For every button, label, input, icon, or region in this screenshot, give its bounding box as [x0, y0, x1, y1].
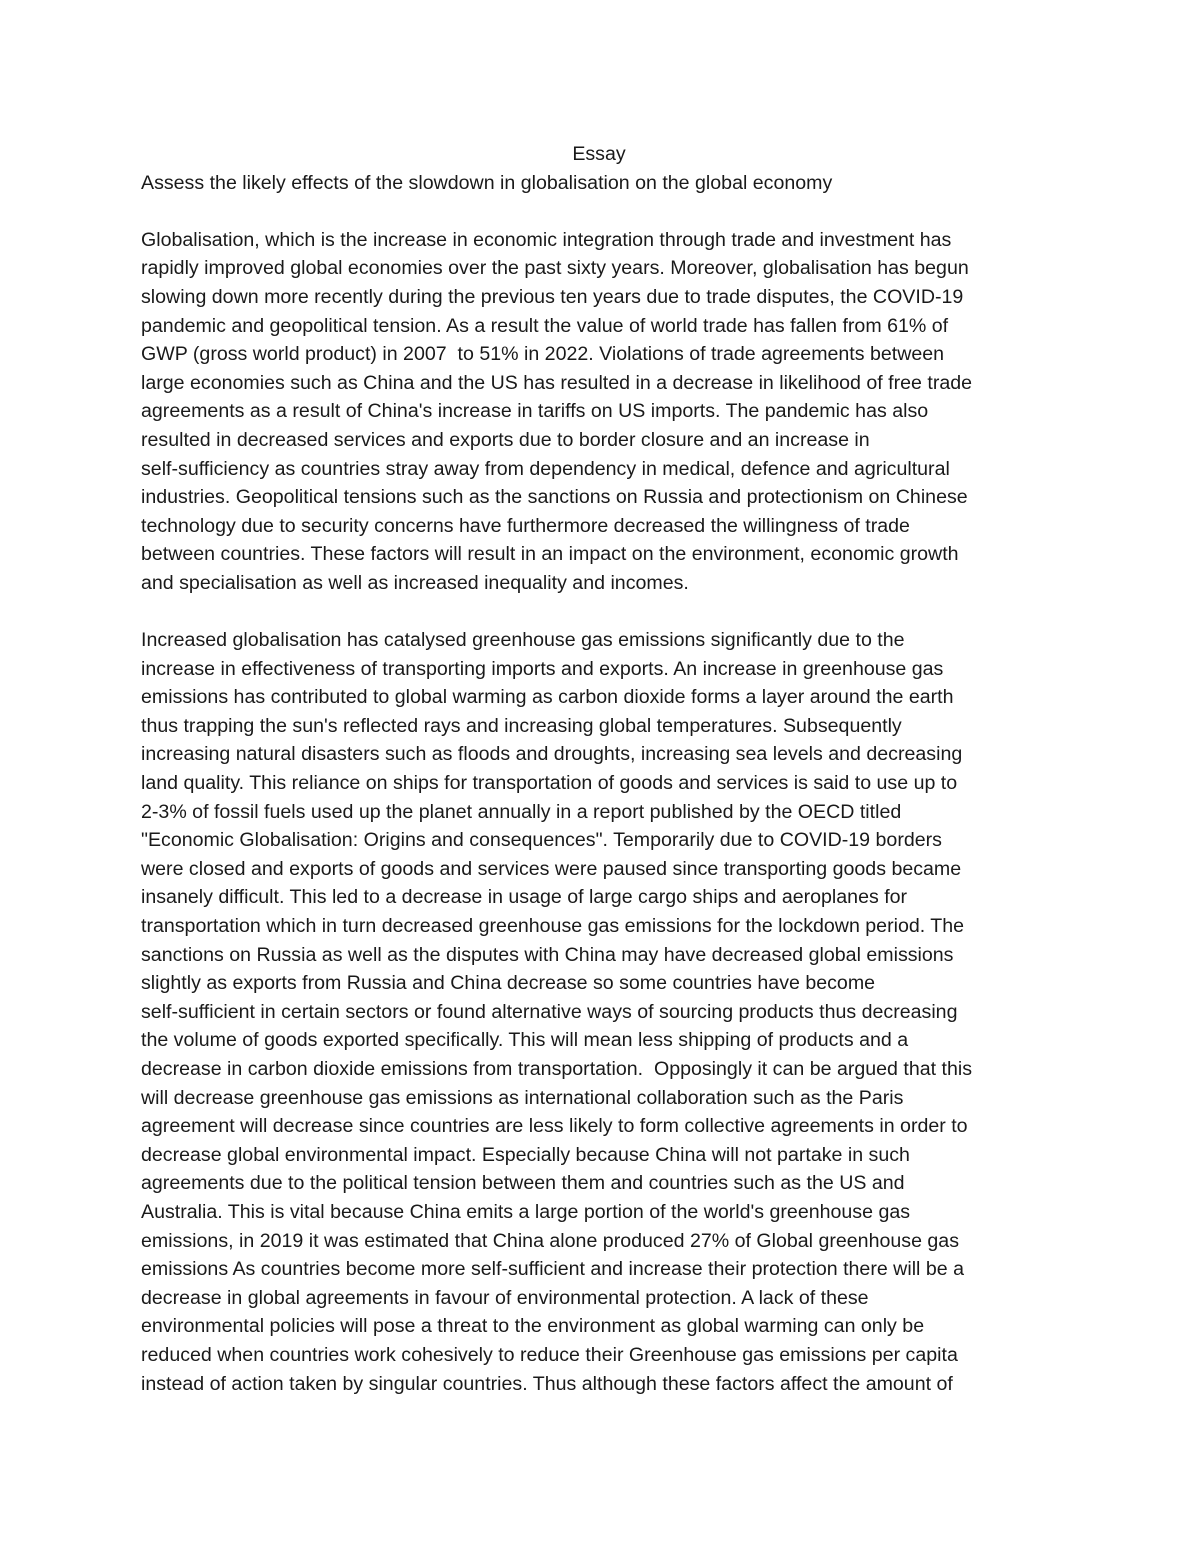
- text-line: between countries. These factors will result in an impact on the environment, economic growth: [141, 543, 959, 566]
- text-line: pandemic and geopolitical tension. As a result the value of world trade has fallen from 61% of: [141, 314, 949, 337]
- text-line: sanctions on Russia as well as the disputes with China may have decreased global emissions: [141, 943, 954, 966]
- text-line: Increased globalisation has catalysed greenhouse gas emissions significantly due to the: [141, 629, 905, 652]
- text-line: reduced when countries work cohesively to reduce their Greenhouse gas emissions per capita: [141, 1343, 958, 1366]
- text-line: emissions has contributed to global warming as carbon dioxide forms a layer around the earth: [141, 686, 954, 709]
- text-line: Australia. This is vital because China emits a large portion of the world's greenhouse gas: [141, 1200, 911, 1223]
- text-line: agreement will decrease since countries are less likely to form collective agreements in order to: [141, 1115, 968, 1138]
- paragraph-environment: [141, 626, 1061, 1398]
- blank-line: [141, 598, 1061, 627]
- text-line: slightly as exports from Russia and China decrease so some countries have become: [141, 972, 876, 995]
- text-line: will decrease greenhouse gas emissions as international collaboration such as the Paris: [141, 1086, 904, 1109]
- text-line: and specialisation as well as increased inequality and incomes.: [141, 571, 689, 594]
- text-line: Globalisation, which is the increase in economic integration through trade and investment has: [141, 228, 952, 251]
- text-line: thus trapping the sun's reflected rays and increasing global temperatures. Subsequently: [141, 714, 902, 737]
- text-line: decrease in global agreements in favour of environmental protection. A lack of these: [141, 1286, 869, 1309]
- essay-title: Essay: [572, 143, 626, 165]
- text-line: slowing down more recently during the previous ten years due to trade disputes, the COVID-19: [141, 285, 964, 308]
- text-line: increasing natural disasters such as floods and droughts, increasing sea levels and decreasing: [141, 743, 963, 766]
- text-line: technology due to security concerns have furthermore decreased the willingness of trade: [141, 514, 910, 537]
- essay-question: Assess the likely effects of the slowdown in globalisation on the global economy: [141, 171, 833, 194]
- text-line: self-sufficient in certain sectors or found alternative ways of sourcing products thus decreasing: [141, 1000, 958, 1023]
- text-line: land quality. This reliance on ships for transportation of goods and services is said to use up to: [141, 772, 958, 795]
- text-line: "Economic Globalisation: Origins and consequences". Temporarily due to COVID-19 borders: [141, 829, 942, 852]
- text-line: instead of action taken by singular countries. Thus although these factors affect the amount of: [141, 1372, 953, 1395]
- document-body: [141, 140, 1061, 1398]
- text-line: industries. Geopolitical tensions such as the sanctions on Russia and protectionism on Chinese: [141, 486, 968, 509]
- text-line: were closed and exports of goods and services were paused since transporting goods became: [141, 857, 962, 880]
- paragraph-introduction: [141, 226, 1061, 598]
- text-line: self-sufficiency as countries stray away from dependency in medical, defence and agricultural: [141, 457, 950, 480]
- text-line: decrease in carbon dioxide emissions from transportation. Opposingly it can be argued that this: [141, 1058, 973, 1080]
- text-line: environmental policies will pose a threat to the environment as global warming can only be: [141, 1315, 925, 1338]
- text-line: resulted in decreased services and exports due to border closure and an increase in: [141, 428, 870, 451]
- text-line: transportation which in turn decreased greenhouse gas emissions for the lockdown period. The: [141, 915, 965, 938]
- text-line: GWP (gross world product) in 2007 to 51% in 2022. Violations of trade agreements between: [141, 343, 945, 366]
- text-line: large economies such as China and the US has resulted in a decrease in likelihood of free trade: [141, 371, 973, 394]
- text-line: agreements due to the political tension between them and countries such as the US and: [141, 1172, 905, 1195]
- blank-line: [141, 197, 1061, 226]
- text-line: insanely difficult. This led to a decrease in usage of large cargo ships and aeroplanes for: [141, 886, 908, 909]
- text-line: the volume of goods exported specifically. This will mean less shipping of products and a: [141, 1029, 909, 1052]
- text-line: increase in effectiveness of transporting imports and exports. An increase in greenhouse gas: [141, 657, 944, 680]
- text-line: rapidly improved global economies over the past sixty years. Moreover, globalisation has begun: [141, 257, 969, 280]
- text-line: agreements as a result of China's increase in tariffs on US imports. The pandemic has also: [141, 400, 929, 423]
- text-line: 2-3% of fossil fuels used up the planet annually in a report published by the OECD titled: [141, 800, 902, 823]
- text-line: emissions As countries become more self-sufficient and increase their protection there will be a: [141, 1258, 964, 1281]
- text-line: emissions, in 2019 it was estimated that China alone produced 27% of Global greenhouse gas: [141, 1229, 960, 1252]
- text-line: decrease global environmental impact. Especially because China will not partake in such: [141, 1143, 910, 1166]
